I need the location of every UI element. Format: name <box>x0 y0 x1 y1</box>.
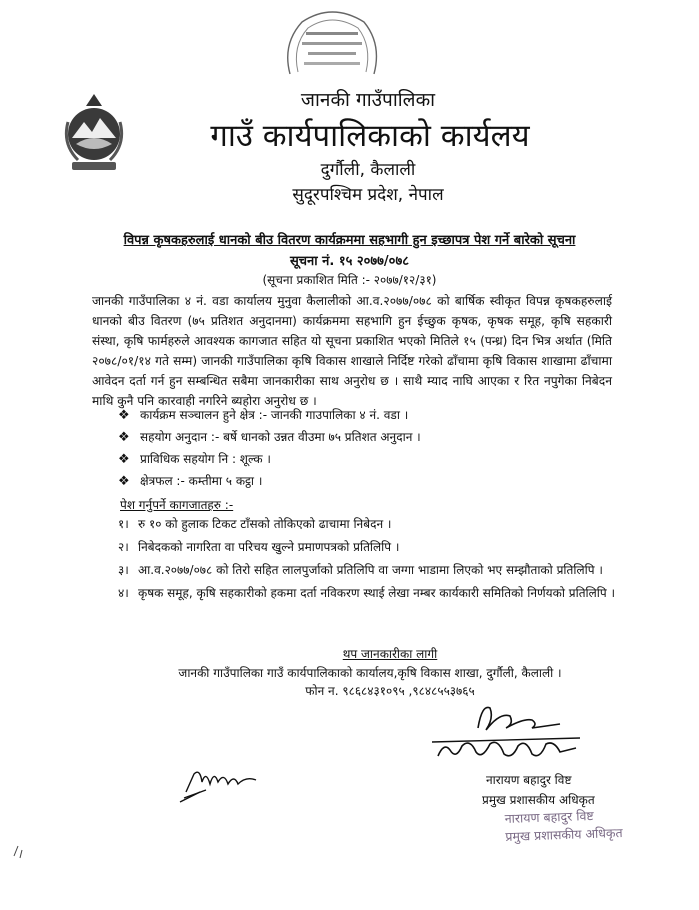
officer-signature <box>420 698 600 770</box>
bullet-text: कार्यक्रम सञ्चालन हुने क्षेत्र :- जानकी गाउपालिका ४ नं. वडा । <box>140 408 409 422</box>
bullet-text: क्षेत्रफल :- कम्तीमा ५ कट्ठा । <box>140 474 263 488</box>
office-province: सुदूरपश्चिम प्रदेश, नेपाल <box>292 185 444 205</box>
notice-number: सूचना नं. १५ २०७७/०७८ <box>290 254 409 269</box>
list-item <box>118 405 598 427</box>
notice-body: जानकी गाउँपालिका ४ नं. वडा कार्यालय मुनुवा कैलालीको आ.व.२०७७/०७८ को बार्षिक स्वीकृत विपन्न कृषकहरुलाई धानको बीउ वितरण (७५ प्रतिशत अनुदानमा) कार्यक्रममा सहभागि हुन ईच्छुक कृषक, कृषक समूह, कृषि सहकारी संस्था, कृषि फार्महरुले आवश्यक कागजात सहित यो सूचना प्रकाशित भएको मितिले १५ (पन्ध्र) दिन भित्र अर्थात (मिति २०७८/०१/१४ गते सम्म) जानकी गाउँपालिका कृषि विकास शाखाले निर्दिष्ट गरेको ढाँचामा कृषि विकास शाखामा ढाँचामा आवेदन दर्ता गर्न हुन सम्बन्धित सबैमा जानकारीका साथ अनुरोध छ । साथै म्याद नाघि आएका र रित नपुगेका निबेदन माथि कुनै पनि कारवाही नगरिने ब्यहोरा अनुरोध छ । <box>92 294 612 408</box>
item-text: कृषक समूह, कृषि सहकारीको हकमा दर्ता नविकरण स्थाई लेखा नम्बर कार्यकारी समितिको निर्णयको प्रतिलिपि । <box>138 586 616 600</box>
program-details-list <box>118 405 598 493</box>
list-item <box>118 471 598 493</box>
list-item <box>118 560 618 580</box>
contact-phone: फोन न. ९८६८४३१०९५ ,९८४८५५३७६५ <box>305 684 475 698</box>
list-item <box>118 537 618 557</box>
bullet-icon: ❖ <box>118 408 130 423</box>
witness-signature <box>176 762 266 808</box>
list-item <box>118 449 598 471</box>
list-item <box>118 427 598 449</box>
designation-stamp <box>504 806 623 846</box>
office-title: गाउँ कार्यपालिकाको कार्यलय <box>210 118 530 154</box>
nepal-emblem <box>58 92 130 176</box>
list-item <box>118 514 618 534</box>
documents-heading: पेश गर्नुपर्ने कागजातहरु :- <box>120 498 234 512</box>
margin-mark <box>12 840 26 860</box>
stamp-line: नारायण बहादुर विष्ट <box>504 807 594 827</box>
stamp-line: प्रमुख प्रशासकीय अधिकृत <box>505 824 623 845</box>
item-number: १। <box>118 517 129 531</box>
bullet-icon: ❖ <box>118 474 130 489</box>
bullet-icon: ❖ <box>118 452 130 467</box>
notice-title: विपन्न कृषकहरुलाई धानको बीउ वितरण कार्यक्रममा सहभागी हुन इच्छापत्र पेश गर्ने बारेको सूचना <box>123 233 576 248</box>
item-number: ४। <box>118 586 129 600</box>
publish-date: (सूचना प्रकाशित मिति :- २०७७/१२/३१) <box>262 273 437 287</box>
office-place: दुर्गौली, कैलाली <box>320 160 416 180</box>
bullet-text: सहयोग अनुदान :- बर्षे धानको उन्नत वीउमा ७५ प्रतिशत अनुदान । <box>140 430 421 444</box>
office-seal <box>272 4 392 84</box>
item-text: आ.व.२०७७/०७८ को तिरो सहित लालपुर्जाको प्रतिलिपि वा जग्गा भाडामा लिएको भए सम्झौताको प्रतिलिपि । <box>138 563 603 577</box>
list-item <box>118 583 618 603</box>
item-number: ३। <box>118 563 129 577</box>
bullet-icon: ❖ <box>118 430 130 445</box>
contact-address: जानकी गाउँपालिका गाउँ कार्यपालिकाको कार्यालय,कृषि विकास शाखा, दुर्गौली, कैलाली । <box>178 666 562 680</box>
item-text: निबेदकको नागरिता वा परिचय खुल्ने प्रमाणपत्रको प्रतिलिपि । <box>138 540 400 554</box>
more-info-label: थप जानकारीका लागी <box>342 647 438 661</box>
item-number: २। <box>118 540 129 554</box>
documents-list <box>118 514 618 606</box>
signatory-name: नारायण बहादुर विष्ट <box>486 773 572 787</box>
signatory-title: प्रमुख प्रशासकीय अधिकृत <box>482 793 595 807</box>
bullet-text: प्राविधिक सहयोग नि : शूल्क । <box>140 452 271 466</box>
item-text: रु १० को हुलाक टिकट टाँसको तोकिएको ढाचामा निबेदन । <box>138 517 392 531</box>
org-name: जानकी गाउँपालिका <box>300 89 436 111</box>
